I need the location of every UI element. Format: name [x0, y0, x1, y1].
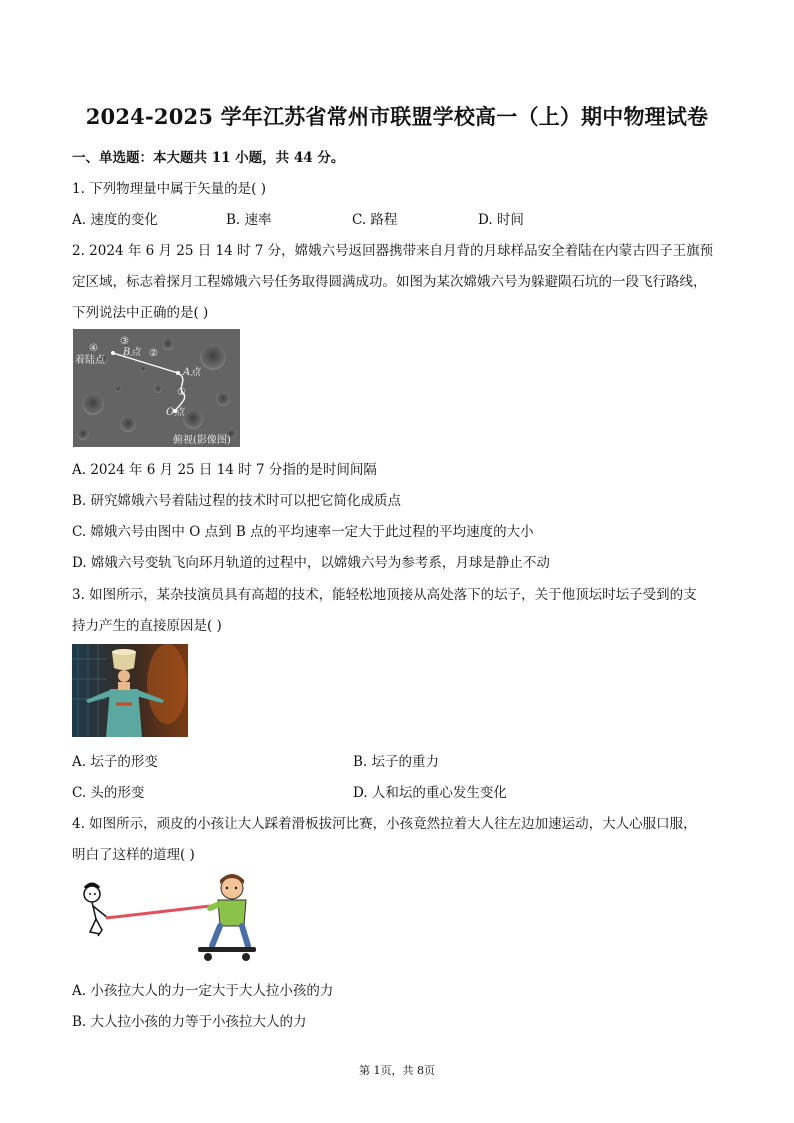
figure-label-b-number: ③ [120, 336, 129, 347]
tug-of-war-illustration [72, 874, 262, 966]
section-heading: 一、单选题：本大题共 11 小题，共 44 分。 [72, 150, 345, 166]
question-2-stem-line-3: 下列说法中正确的是( ) [72, 305, 209, 321]
question-2-stem-line-1: 2. 2024 年 6 月 25 日 14 时 7 分，嫦娥六号返回器携带来自月背的月球样品安全着陆在内蒙古四子王旗预 [72, 243, 714, 259]
figure-label-1: ① [177, 387, 186, 398]
question-4-option-b: B. 大人拉小孩的力等于小孩拉大人的力 [72, 1014, 307, 1030]
question-3-option-b: B. 坛子的重力 [353, 754, 440, 770]
question-1-option-b: B. 速率 [226, 212, 272, 228]
question-3-option-d: D. 人和坛的重心发生变化 [353, 785, 507, 801]
question-3-option-a: A. 坛子的形变 [72, 754, 158, 770]
question-1-stem: 1. 下列物理量中属于矢量的是( ) [72, 181, 266, 197]
question-1-option-a: A. 速度的变化 [72, 212, 158, 228]
figure-label-landing-point: 着陆点 [75, 355, 105, 366]
question-4-stem-line-1: 4. 如图所示，顽皮的小孩让大人踩着滑板拔河比赛，小孩竟然拉着大人往左边加速运动，大人心服口服， [72, 816, 697, 832]
question-2-stem-line-2: 定区域，标志着探月工程嫦娥六号任务取得圆满成功。如图为某次嫦娥六号为躲避陨石坑的一段飞行路线， [72, 274, 707, 290]
question-3-stem-line-2: 持力产生的直接原因是( ) [72, 618, 222, 634]
question-2-option-d: D. 嫦娥六号变轨飞向环月轨道的过程中，以嫦娥六号为参考系，月球是静止不动 [72, 555, 550, 571]
moon-flight-path-figure [73, 329, 240, 447]
question-3-option-c: C. 头的形变 [72, 785, 145, 801]
figure-label-landing-number: ④ [89, 343, 98, 354]
question-1-option-c: C. 路程 [352, 212, 398, 228]
figure-caption: 俯视(影像图) [173, 435, 231, 446]
figure-label-o-point: O点 [166, 407, 185, 418]
question-2-option-b: B. 研究嫦娥六号着陆过程的技术时可以把它简化成质点 [72, 493, 402, 509]
acrobat-photo [72, 644, 188, 737]
figure-label-2: ② [149, 348, 158, 359]
question-4-stem-line-2: 明白了这样的道理( ) [72, 847, 195, 863]
question-2-option-c: C. 嫦娥六号由图中 O 点到 B 点的平均速率一定大于此过程的平均速度的大小 [72, 524, 534, 540]
figure-label-a-point: A点 [183, 367, 201, 378]
question-3-stem-line-1: 3. 如图所示，某杂技演员具有高超的技术，能轻松地顶接从高处落下的坛子，关于他顶坛时坛子受到的支 [72, 587, 697, 603]
page-title: 2024-2025 学年江苏省常州市联盟学校高一（上）期中物理试卷 [85, 104, 709, 129]
page-footer: 第 1页，共 8页 [359, 1064, 435, 1077]
question-2-option-a: A. 2024 年 6 月 25 日 14 时 7 分指的是时间间隔 [72, 462, 377, 478]
question-4-option-a: A. 小孩拉大人的力一定大于大人拉小孩的力 [72, 983, 334, 999]
question-1-option-d: D. 时间 [478, 212, 524, 228]
figure-label-b-point: B点 [123, 347, 141, 358]
